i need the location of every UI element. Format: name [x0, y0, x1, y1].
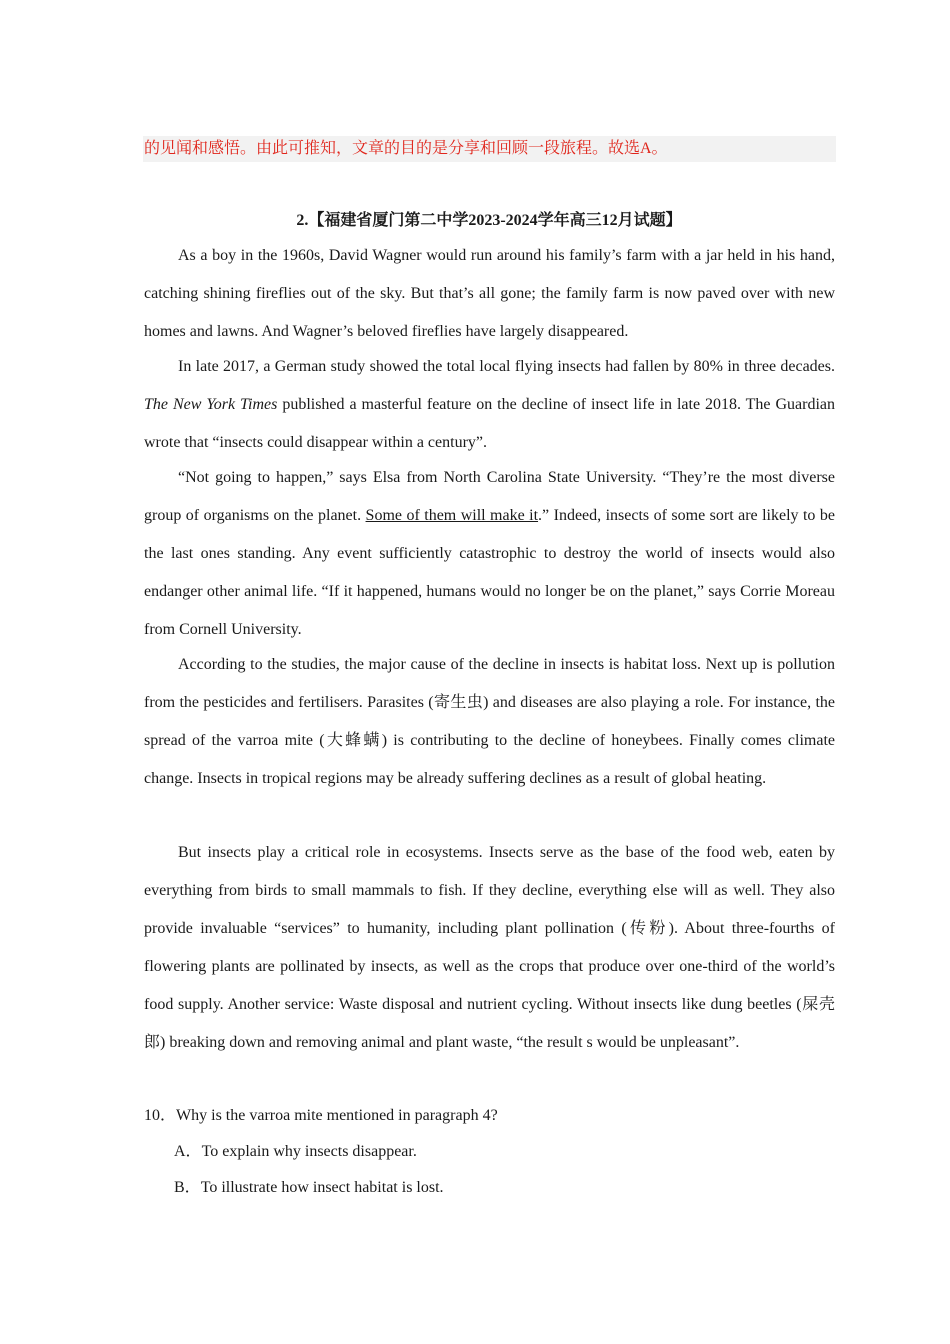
option-a[interactable]: [174, 1141, 417, 1163]
question-text: Why is the varroa mite mentioned in paragraph 4?: [176, 1107, 498, 1124]
paragraph-2-text-a: In late 2017, a German study showed the total local flying insects had fallen by 80% in three decades.: [178, 358, 835, 375]
question-number: 10．: [144, 1107, 177, 1124]
paragraph-4: According to the studies, the major cause of the decline in insects is habitat loss. Next up is pollution from the pesticides and fertilisers. Parasites (寄生虫) and diseases are also playing a role. For instance, the spread of the varroa mite (大蜂螨) is contributing to the decline of honeybees. Finally comes climate change. Insects in tropical regions may be already suffering declines as a result of global heating.: [144, 656, 835, 787]
paragraph-5: But insects play a critical role in ecosystems. Insects serve as the base of the food web, eaten by everything from birds to small mammals to fish. If they decline, everything else will as well. They also provide invaluable “services” to humanity, including plant pollination (传粉). About three-fourths of flowering plants are pollinated by insects, as well as the crops that produce over one-third of the world’s food supply. Another service: Waste disposal and nutrient cycling. Without insects like dung beetles (屎壳郎) breaking down and removing animal and plant waste, “the result s would be unpleasant”.: [144, 844, 835, 1051]
newspaper-title: The New York Times: [144, 396, 278, 413]
option-b[interactable]: [174, 1177, 444, 1199]
option-text: To explain why insects disappear.: [201, 1143, 417, 1160]
option-text: To illustrate how insect habitat is lost.: [200, 1179, 444, 1196]
previous-answer-explanation: 的见闻和感悟。由此可推知，文章的目的是分享和回顾一段旅程。故选A。: [143, 136, 836, 162]
paragraph-3-text-b: .” Indeed, insects of some sort are likely to be the last ones standing. Any event sufficiently catastrophic to destroy the world of insects would also endanger other animal life. “If it happened, humans would no longer be on the planet,” says Corrie Moreau from Cornell University.: [144, 507, 835, 638]
underlined-phrase: Some of them will make it: [365, 507, 539, 524]
paragraph-3: [144, 459, 835, 649]
option-letter: B．: [174, 1179, 201, 1196]
option-letter: A．: [174, 1143, 202, 1160]
paragraph-3-text-a: “Not going to happen,” says Elsa from North Carolina State University. “They’re the most diverse group of organisms on the planet.: [144, 469, 835, 524]
section-heading: 2.【福建省厦门第二中学2023-2024学年高三12月试题】: [296, 212, 682, 229]
question-10: [144, 1105, 498, 1127]
paragraph-2: [144, 348, 835, 462]
paragraph-2-text-b: published a masterful feature on the decline of insect life in late 2018. The Guardian wrote that “insects could disappear within a century”.: [144, 396, 836, 451]
paragraph-1: As a boy in the 1960s, David Wagner would run around his family’s farm with a jar held in his hand, catching shining fireflies out of the sky. But that’s all gone; the family farm is now paved over with new homes and lawns. And Wagner’s beloved fireflies have largely disappeared.: [144, 247, 835, 340]
